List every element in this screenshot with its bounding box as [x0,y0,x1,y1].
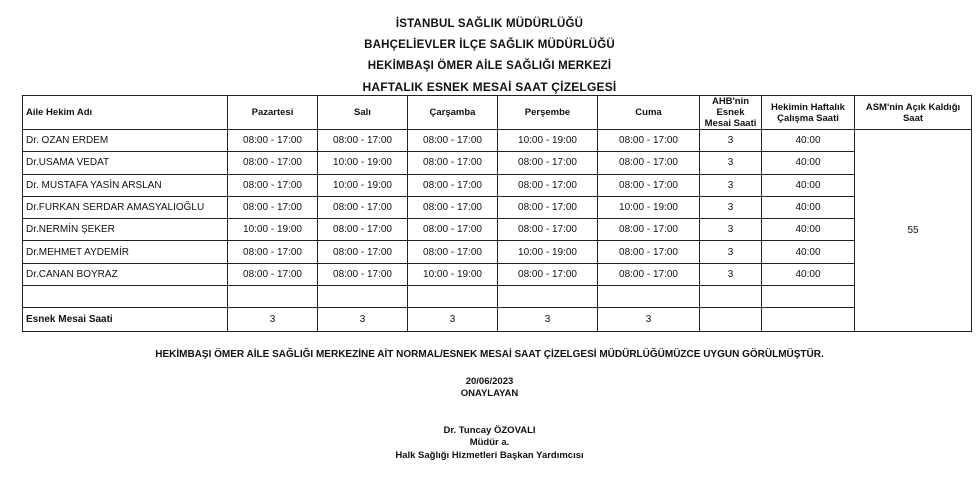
cell-wednesday: 08:00 - 17:00 [408,196,498,218]
cell-wednesday: 08:00 - 17:00 [408,174,498,196]
schedule-table [22,95,972,332]
cell-weekly: 40:00 [762,219,855,241]
header-line-1: İSTANBUL SAĞLIK MÜDÜRLÜĞÜ [395,18,584,30]
cell-friday: 08:00 - 17:00 [598,263,700,285]
cell-thursday: 08:00 - 17:00 [498,174,598,196]
cell-monday: 08:00 - 17:00 [228,196,318,218]
col-header-name: Aile Hekim Adı [23,96,228,130]
table-row [23,174,972,196]
col-header-monday: Pazartesi [228,96,318,130]
total-monday: 3 [228,308,318,332]
cell-weekly: 40:00 [762,130,855,152]
cell-tuesday: 08:00 - 17:00 [318,196,408,218]
cell-wednesday: 08:00 - 17:00 [408,241,498,263]
col-header-wednesday: Çarşamba [408,96,498,130]
cell-monday: 08:00 - 17:00 [228,263,318,285]
cell-friday: 08:00 - 17:00 [598,130,700,152]
table-row [23,219,972,241]
cell-tuesday: 10:00 - 19:00 [318,174,408,196]
doctor-name: Dr.CANAN BOYRAZ [23,263,228,285]
cell-ahb: 3 [700,196,762,218]
cell-ahb: 3 [700,174,762,196]
empty-cell [598,286,700,308]
empty-row [23,286,972,308]
total-friday: 3 [598,308,700,332]
cell-friday: 08:00 - 17:00 [598,219,700,241]
empty-cell [762,286,855,308]
cell-thursday: 08:00 - 17:00 [498,219,598,241]
cell-friday: 08:00 - 17:00 [598,152,700,174]
empty-cell [408,286,498,308]
cell-friday: 08:00 - 17:00 [598,174,700,196]
cell-monday: 08:00 - 17:00 [228,130,318,152]
cell-thursday: 08:00 - 17:00 [498,263,598,285]
cell-monday: 10:00 - 19:00 [228,219,318,241]
header-line-2: BAHÇELİEVLER İLÇE SAĞLIK MÜDÜRLÜĞÜ [364,39,615,51]
total-tuesday: 3 [318,308,408,332]
cell-wednesday: 08:00 - 17:00 [408,219,498,241]
signer-title: Müdür a. [469,437,510,448]
table-row [23,263,972,285]
empty-cell [318,286,408,308]
empty-cell [700,308,762,332]
col-header-asm-open-hours: ASM'nin Açık Kaldığı Saat [855,96,972,130]
cell-ahb: 3 [700,130,762,152]
approval-date: 20/06/2023 [465,376,514,387]
signer-name: Dr. Tuncay ÖZOVALI [443,425,536,436]
cell-ahb: 3 [700,241,762,263]
cell-tuesday: 08:00 - 17:00 [318,219,408,241]
col-header-thursday: Perşembe [498,96,598,130]
table-row [23,241,972,263]
cell-wednesday: 08:00 - 17:00 [408,152,498,174]
table-row [23,196,972,218]
cell-tuesday: 08:00 - 17:00 [318,263,408,285]
total-thursday: 3 [498,308,598,332]
header-line-3: HEKİMBAŞI ÖMER AİLE SAĞLIĞI MERKEZİ [367,60,612,72]
doctor-name: Dr.FURKAN SERDAR AMASYALIOĞLU [23,196,228,218]
cell-thursday: 10:00 - 19:00 [498,241,598,263]
col-header-ahb-flex-hours: AHB'nin Esnek Mesai Saati [700,96,762,130]
doctor-name: Dr. OZAN ERDEM [23,130,228,152]
cell-wednesday: 08:00 - 17:00 [408,130,498,152]
cell-tuesday: 08:00 - 17:00 [318,241,408,263]
signer-department: Halk Sağlığı Hizmetleri Başkan Yardımcısı [395,450,584,461]
total-row [23,308,972,332]
empty-cell [700,286,762,308]
approved-by-label: ONAYLAYAN [460,388,519,399]
cell-friday: 10:00 - 19:00 [598,196,700,218]
table-header-row [23,96,972,130]
col-header-friday: Cuma [598,96,700,130]
doctor-name: Dr. MUSTAFA YASİN ARSLAN [23,174,228,196]
cell-thursday: 08:00 - 17:00 [498,196,598,218]
cell-thursday: 10:00 - 19:00 [498,130,598,152]
asm-open-hours-value: 55 [855,130,972,332]
empty-cell [23,286,228,308]
cell-weekly: 40:00 [762,152,855,174]
cell-monday: 08:00 - 17:00 [228,152,318,174]
cell-tuesday: 10:00 - 19:00 [318,152,408,174]
total-label: Esnek Mesai Saati [23,308,228,332]
header-line-4: HAFTALIK ESNEK MESAİ SAAT ÇİZELGESİ [362,80,617,94]
doctor-name: Dr.NERMİN ŞEKER [23,219,228,241]
cell-ahb: 3 [700,263,762,285]
cell-weekly: 40:00 [762,241,855,263]
cell-weekly: 40:00 [762,263,855,285]
cell-monday: 08:00 - 17:00 [228,241,318,263]
col-header-weekly-hours: Hekimin Haftalık Çalışma Saati [762,96,855,130]
table-row [23,130,972,152]
cell-ahb: 3 [700,152,762,174]
cell-thursday: 08:00 - 17:00 [498,152,598,174]
cell-ahb: 3 [700,219,762,241]
empty-cell [228,286,318,308]
table-row [23,152,972,174]
approval-note: HEKİMBAŞI ÖMER AİLE SAĞLIĞI MERKEZİNE AİT NORMAL/ESNEK MESAİ SAAT ÇİZELGESİ MÜDÜRLÜĞÜMÜZCE UYGUN GÖRÜLMÜŞTÜR. [155,349,824,360]
doctor-name: Dr.USAMA VEDAT [23,152,228,174]
col-header-tuesday: Salı [318,96,408,130]
empty-cell [762,308,855,332]
cell-tuesday: 08:00 - 17:00 [318,130,408,152]
document-header [0,14,979,98]
cell-wednesday: 10:00 - 19:00 [408,263,498,285]
empty-cell [498,286,598,308]
doctor-name: Dr.MEHMET AYDEMİR [23,241,228,263]
total-wednesday: 3 [408,308,498,332]
cell-friday: 08:00 - 17:00 [598,241,700,263]
cell-weekly: 40:00 [762,196,855,218]
cell-monday: 08:00 - 17:00 [228,174,318,196]
cell-weekly: 40:00 [762,174,855,196]
